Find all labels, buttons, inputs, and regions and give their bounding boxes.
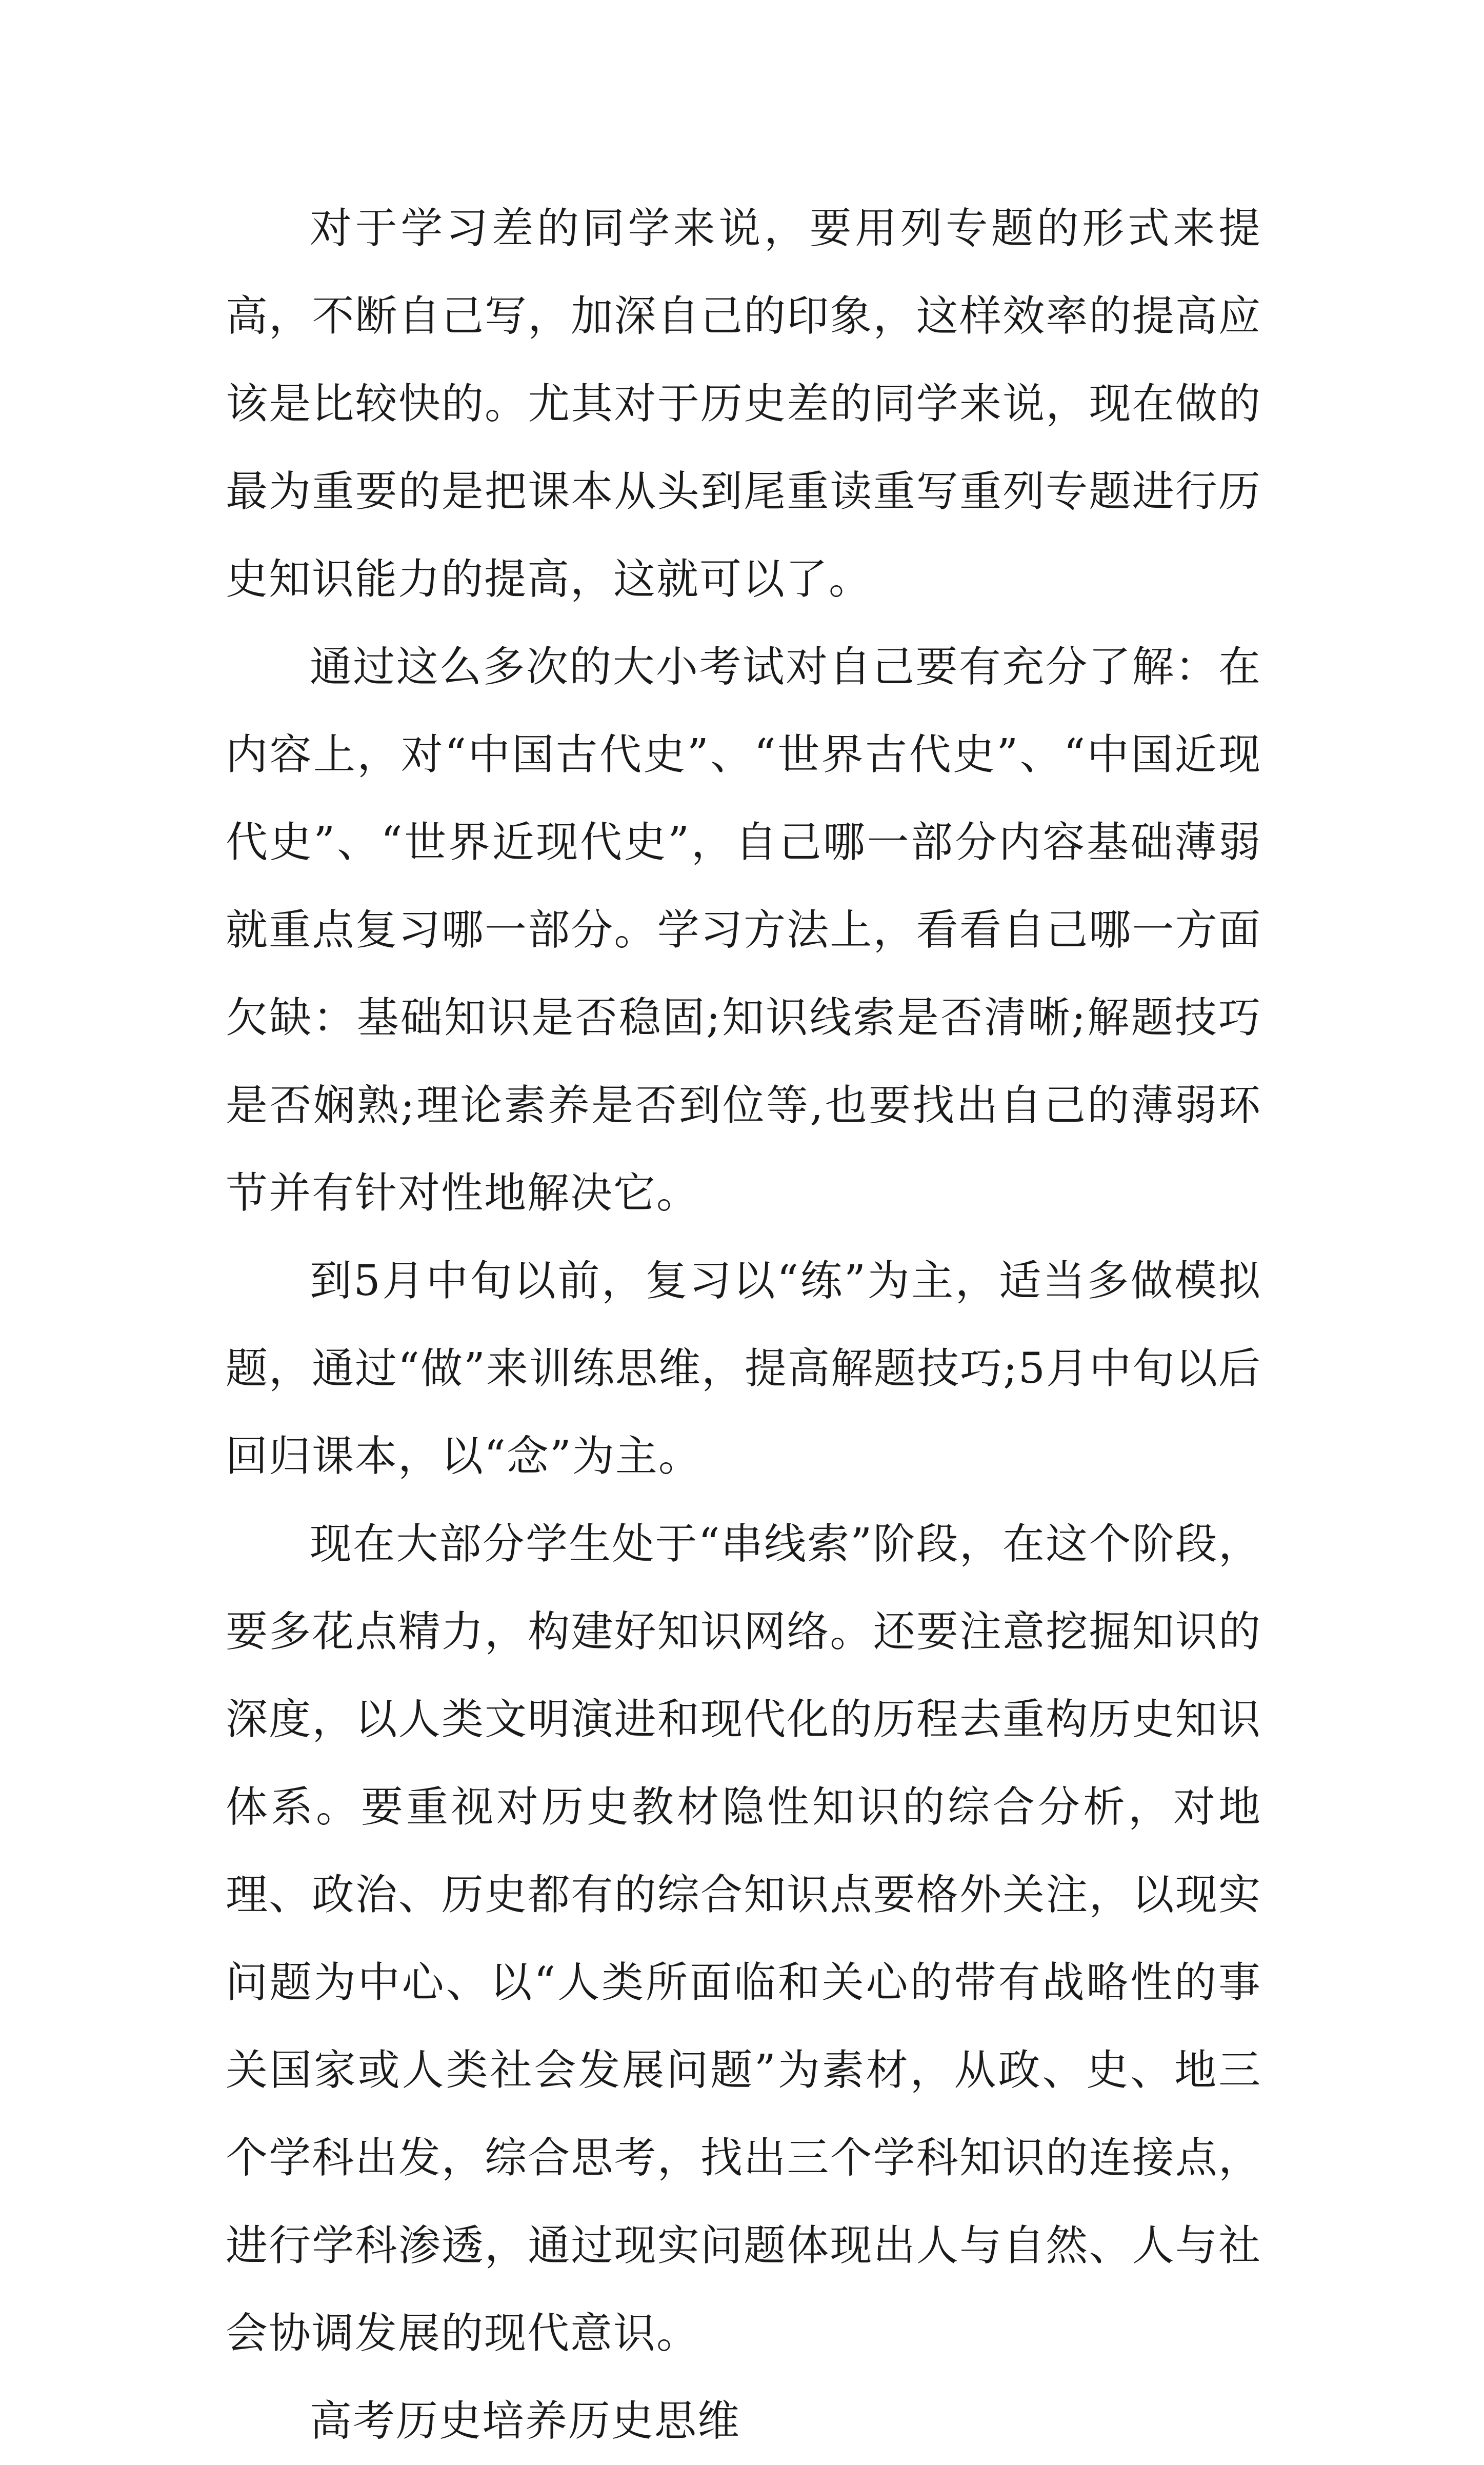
paragraph-3: 到5月中旬以前，复习以“练”为主，适当多做模拟题，通过“做”来训练思维，提高解题技巧;5月中旬以后回归课本，以“念”为主。: [226, 1257, 1261, 1481]
paragraph-1: 对于学习差的同学来说，要用列专题的形式来提高，不断自己写，加深自己的印象，这样效率的提高应该是比较快的。尤其对于历史差的同学来说，现在做的最为重要的是把课本从头到尾重读重写重列专题进行历史知识能力的提高，这就可以了。: [226, 204, 1261, 604]
document-body: [226, 185, 1261, 2465]
section-heading: 高考历史培养历史思维: [310, 2397, 741, 2446]
paragraph-2: 通过这么多次的大小考试对自己要有充分了解：在内容上，对“中国古代史”、“世界古代史”、“中国近现代史”、“世界近现代史”，自己哪一部分内容基础薄弱就重点复习哪一部分。学习方法上，看看自己哪一方面欠缺：基础知识是否稳固;知识线索是否清晰;解题技巧是否娴熟;理论素养是否到位等,也要找出自己的薄弱环节并有针对性地解决它。: [226, 643, 1261, 1218]
paragraph-4: 现在大部分学生处于“串线索”阶段，在这个阶段，要多花点精力，构建好知识网络。还要注意挖掘知识的深度，以人类文明演进和现代化的历程去重构历史知识体系。要重视对历史教材隐性知识的综合分析，对地理、政治、历史都有的综合知识点要格外关注，以现实问题为中心、以“人类所面临和关心的带有战略性的事关国家或人类社会发展问题”为素材，从政、史、地三个学科出发，综合思考，找出三个学科知识的连接点，进行学科渗透，通过现实问题体现出人与自然、人与社会协调发展的现代意识。: [226, 1520, 1261, 2358]
